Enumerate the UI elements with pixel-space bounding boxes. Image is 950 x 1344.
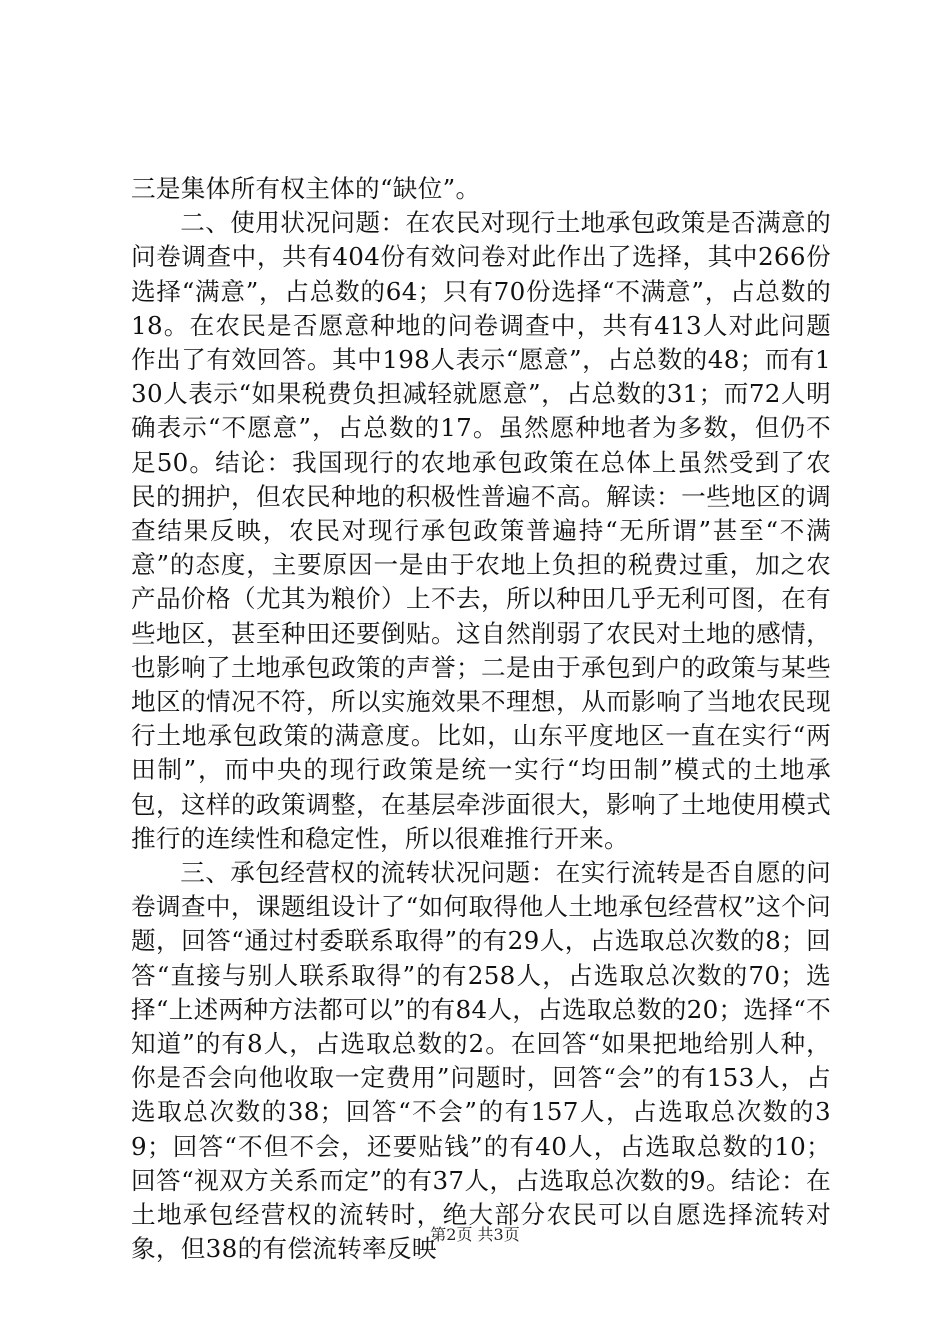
paragraph-usage-status: 二、使用状况问题：在农民对现行土地承包政策是否满意的问卷调查中，共有404份有效问卷对此作出了选择，其中266份选择“满意”，占总数的64；只有70份选择“不满意”，占总数的18。在农民是否愿意种地的问卷调查中，共有413人对此问题作出了有效回答。其中198人表示“愿意”，占总数的48；而有130人表示“如果税费负担减轻就愿意”，占总数的31；而72人明确表示“不愿意”，占总数的17。虽然愿种地者为多数，但仍不足50。结论：我国现行的农地承包政策在总体上虽然受到了农民的拥护，但农民种地的积极性普遍不高。解读：一些地区的调查结果反映，农民对现行承包政策普遍持“无所谓”甚至“不满意”的态度，主要原因一是由于农地上负担的税费过重，加之农产品价格（尤其为粮价）上不去，所以种田几乎无利可图，在有些地区，甚至种田还要倒贴。这自然削弱了农民对土地的感情，也影响了土地承包政策的声誉；二是由于承包到户的政策与某些地区的情况不符，所以实施效果不理想，从而影响了当地农民现行土地承包政策的满意度。比如，山东平度地区一直在实行“两田制”，而中央的现行政策是统一实行“均田制”模式的土地承包，这样的政策调整，在基层牵涉面很大，影响了土地使用模式推行的连续性和稳定性，所以很难推行开来。 <box>131 208 831 853</box>
document-body <box>131 172 831 1267</box>
page-footer: 第2页 共3页 <box>430 1225 520 1244</box>
paragraph-continuation: 三是集体所有权主体的“缺位”。 <box>131 174 481 203</box>
paragraph-transfer-status: 三、承包经营权的流转状况问题：在实行流转是否自愿的问卷调查中，课题组设计了“如何取得他人土地承包经营权”这个问题，回答“通过村委联系取得”的有29人，占选取总次数的8；回答“直接与别人联系取得”的有258人，占选取总次数的70；选择“上述两种方法都可以”的有84人，占选取总数的20；选择“不知道”的有8人，占选取总数的2。在回答“如果把地给别人种，你是否会向他收取一定费用”问题时，回答“会”的有153人，占选取总次数的38；回答“不会”的有157人，占选取总次数的39；回答“不但不会，还要贴钱”的有40人，占选取总数的10；回答“视双方关系而定”的有37人，占选取总次数的9。结论：在土地承包经营权的流转时，绝大部分农民可以自愿选择流转对象，但38的有偿流转率反映 <box>131 858 831 1264</box>
